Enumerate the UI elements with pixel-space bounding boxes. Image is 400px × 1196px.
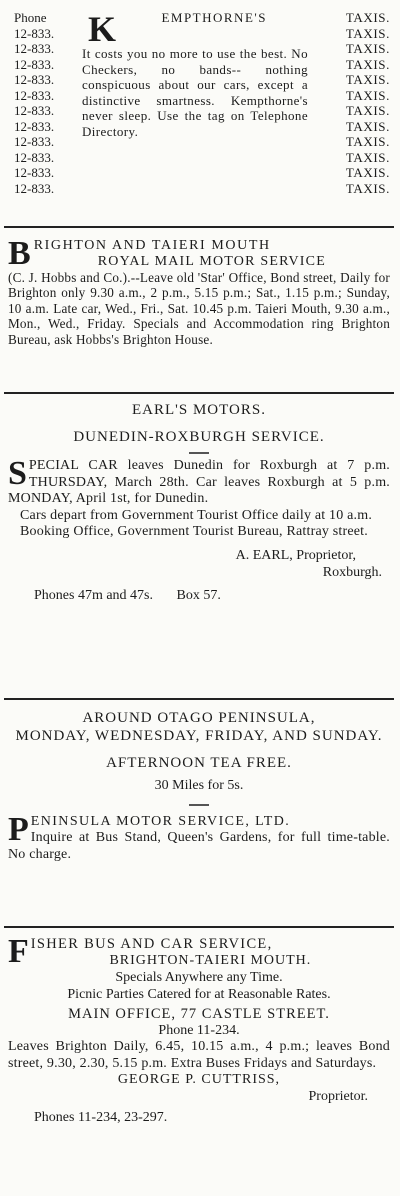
office-phone: Phone 11-234. — [158, 1023, 240, 1038]
ad-title: EMPTHORNE'S — [161, 10, 267, 25]
proprietor-name: GEORGE P. CUTTRISS, — [117, 1072, 281, 1087]
phone-number-column — [14, 10, 54, 196]
taxis-label: TAXIS. — [345, 118, 390, 134]
phone-number: 12-833. — [14, 165, 55, 180]
company-name: ENINSULA MOTOR SERVICE, LTD. — [30, 814, 291, 829]
picnic-note: Picnic Parties Catered for at Reasonable Rates. — [67, 987, 331, 1002]
main-office: MAIN OFFICE, 77 CASTLE STREET. — [68, 1006, 330, 1022]
box-number: Box 57. — [176, 587, 221, 603]
ad-body: Inquire at Bus Stand, Queen's Gardens, for full time-table. No charge. — [8, 830, 390, 862]
proprietor-town: Roxburgh. — [322, 564, 382, 580]
phone-number: 12-833. — [14, 87, 55, 103]
fisher-bus-service-ad — [6, 928, 392, 1130]
kempthorne-taxis-ad — [6, 0, 392, 226]
taxis-label: TAXIS. — [345, 56, 390, 72]
phone-number: 12-833. — [14, 149, 55, 165]
phone-number: 12-833. — [14, 41, 55, 56]
proprietor-role: Proprietor. — [308, 1089, 368, 1104]
peninsula-motor-service-ad — [6, 700, 392, 926]
tea-note: AFTERNOON TEA FREE. — [106, 755, 292, 771]
taxis-label: TAXIS. — [345, 103, 390, 118]
taxis-label: TAXIS. — [345, 149, 390, 165]
taxis-label: TAXIS. — [345, 25, 390, 41]
phone-numbers: Phones 11-234, 23-297. — [34, 1110, 168, 1125]
divider-dash — [189, 452, 209, 454]
taxis-label: TAXIS. — [345, 134, 390, 149]
phone-number: 12-833. — [14, 56, 55, 72]
drop-cap: B — [8, 238, 32, 270]
drop-cap: P — [8, 814, 29, 848]
drop-cap: S — [8, 458, 27, 492]
phone-number: 12-833. — [14, 118, 55, 134]
phone-numbers: Phones 47m and 47s. — [34, 587, 153, 603]
ad-body: Booking Office, Government Tourist Bureau, Rattray street. — [20, 524, 368, 539]
ad-title: AROUND OTAGO PENINSULA, — [82, 710, 316, 726]
phone-number: Phone — [14, 10, 47, 25]
ad-subtitle: BRIGHTON-TAIERI MOUTH. — [109, 953, 312, 968]
ad-title: ISHER BUS AND CAR SERVICE, — [30, 936, 273, 952]
taxis-label: TAXIS. — [345, 72, 390, 87]
ad-subtitle: DUNEDIN-ROXBURGH SERVICE. — [73, 429, 325, 445]
brighton-mail-service-ad — [6, 228, 392, 392]
phone-number: 12-833. — [14, 25, 55, 41]
taxis-label: TAXIS. — [345, 10, 390, 25]
ad-body: Leaves Brighton Daily, 6.45, 10.15 a.m., 4 p.m.; leaves Bond street, 9.30, 2.30, 5.15 p.m. Extra Buses Fridays and Saturdays. — [8, 1039, 390, 1071]
taxis-column — [346, 10, 390, 196]
taxis-label: TAXIS. — [345, 165, 390, 180]
ad-body: It costs you no more to use the best. No Checkers, no bands-- nothing conspicuous about our cars, except a distinctive smartness. Kempthorne's never sleep. Use the tag on Telephone Directory. — [82, 46, 308, 139]
phone-number: 12-833. — [14, 72, 55, 87]
proprietor-name: A. EARL, Proprietor, — [235, 547, 356, 563]
miles-note: 30 Miles for 5s. — [154, 778, 244, 793]
phone-number: 12-833. — [14, 134, 55, 149]
kempthorne-body — [82, 10, 308, 139]
newspaper-column — [6, 0, 392, 1130]
divider-dash — [189, 804, 209, 806]
taxis-label: TAXIS. — [345, 180, 390, 196]
taxis-label: TAXIS. — [345, 87, 390, 103]
ad-title: EARL'S MOTORS. — [132, 402, 266, 418]
specials-note: Specials Anywhere any Time. — [115, 970, 283, 985]
ad-body: PECIAL CAR leaves Dunedin for Roxburgh at 7 p.m. THURSDAY, March 28th. Car leaves Roxburgh at 5 p.m. MONDAY, April 1st, for Dunedin. — [8, 458, 390, 506]
ad-body: Cars depart from Government Tourist Office daily at 10 a.m. — [20, 507, 373, 523]
earls-motors-ad — [6, 394, 392, 698]
phone-number: 12-833. — [14, 180, 55, 196]
ad-subtitle: MONDAY, WEDNESDAY, FRIDAY, AND SUNDAY. — [15, 728, 383, 744]
drop-cap: F — [8, 936, 29, 969]
ad-body: (C. J. Hobbs and Co.).--Leave old 'Star' Office, Bond street, Daily for Brighton only 9.30 a.m., 2 p.m., 5.15 p.m.; Sat., 1.15 p.m.; Sunday, 10 a.m. Late car, Wed., Fri., Sat. 10.45 p.m. Taieri Mouth, 9.30 a.m., Mon., Wed., Friday. Specials and Accommodation ring Brighton Bureau, ask Hobbs's Brighton House. — [8, 270, 390, 347]
drop-cap: K — [88, 9, 117, 49]
phone-number: 12-833. — [14, 103, 55, 118]
ad-subtitle: ROYAL MAIL MOTOR SERVICE — [97, 254, 326, 269]
ad-title: RIGHTON AND TAIERI MOUTH — [33, 238, 271, 253]
taxis-label: TAXIS. — [345, 41, 390, 56]
